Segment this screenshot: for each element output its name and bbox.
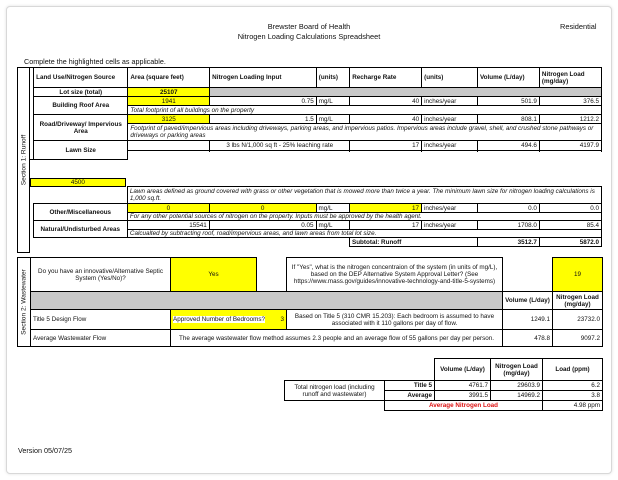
header-land-use: Land Use/Nitrogen Source bbox=[34, 68, 128, 88]
road-note: Footprint of paved/impervious areas including driveways, parking areas, and impervious patios. Impervious areas include gravel, shell, and crushed stone pathways or driveways or parking areas bbox=[128, 124, 602, 141]
alt-system-question: Do you have an innovative/Alternative Septic System (Yes/No)? bbox=[31, 258, 171, 292]
lawn-area-blank bbox=[128, 141, 210, 151]
road-loading: 1.5 bbox=[210, 115, 317, 124]
other-recharge-input[interactable]: 17 bbox=[350, 204, 422, 213]
other-unit: mg/L bbox=[316, 204, 350, 213]
road-recharge: 40 bbox=[350, 115, 422, 124]
totals-title5-volume: 4761.7 bbox=[435, 381, 491, 391]
totals-average-load: 3.8 bbox=[543, 391, 603, 401]
lot-size-filler bbox=[210, 88, 602, 97]
lawn-note: Lawn areas defined as ground covered with grass or other vegetation that is mowed more than twice a year. The minimum lawn size for nitrogen loading calculations is 1,000 sq.ft. bbox=[127, 187, 601, 204]
natural-unit: mg/L bbox=[316, 221, 350, 230]
lawn-label: Lawn Size bbox=[34, 141, 128, 160]
natural-recharge-unit: inches/year bbox=[421, 221, 477, 230]
header-line2: Nitrogen Loading Calculations Spreadsheet bbox=[237, 32, 381, 41]
bedrooms-value: 3 bbox=[280, 316, 284, 323]
other-label: Other/Miscellaneous bbox=[33, 204, 127, 221]
natural-recharge: 17 bbox=[350, 221, 422, 230]
title5-label: Title 5 Design Flow bbox=[31, 310, 171, 330]
concentration-question: If "Yes", what is the nitrogen concentraion of the system (in units of mg/L), based on the DEP Alternative System Approval Letter? (See https://www.mass.gov/guides/innovative-technology-and-title-5-systems) bbox=[287, 258, 503, 292]
other-area-input[interactable]: 0 bbox=[127, 204, 209, 213]
wastewater-table bbox=[17, 257, 603, 347]
roof-loading: 0.75 bbox=[210, 97, 317, 106]
totals-average-volume: 3991.5 bbox=[435, 391, 491, 401]
roof-unit: mg/L bbox=[316, 97, 349, 106]
bedrooms-label: Approved Number of Bedrooms? bbox=[173, 316, 266, 323]
section2-sidebar bbox=[18, 258, 31, 347]
natural-loading: 0.05 bbox=[209, 221, 316, 230]
subtotal-volume: 3512.7 bbox=[477, 238, 539, 247]
lot-size-input[interactable]: 25107 bbox=[128, 88, 210, 97]
average-nload: 9097.2 bbox=[553, 330, 603, 347]
average-volume: 478.8 bbox=[503, 330, 553, 347]
other-nload: 0.0 bbox=[539, 204, 601, 213]
section1-sidebar bbox=[17, 67, 30, 253]
totals-title5-load: 6.2 bbox=[543, 381, 603, 391]
title5-volume: 1249.1 bbox=[503, 310, 553, 330]
other-loading-input[interactable]: 0 bbox=[209, 204, 316, 213]
roof-note: Total footprint of all buildings on the property bbox=[128, 106, 602, 115]
other-volume: 0.0 bbox=[477, 204, 539, 213]
natural-note: Calcualted by subtracting roof, road/impervious areas, and lawn areas from total lot size. bbox=[127, 230, 601, 238]
roof-nload: 376.5 bbox=[539, 97, 601, 106]
lawn-recharge-unit: inches/year bbox=[422, 141, 478, 151]
totals-average-label: Average bbox=[385, 391, 435, 401]
roof-area-input[interactable]: 1941 bbox=[128, 97, 210, 106]
alt-system-answer[interactable]: Yes bbox=[171, 258, 257, 292]
title5-nload: 23732.0 bbox=[553, 310, 603, 330]
roof-label: Building Roof Area bbox=[34, 97, 128, 115]
header-volume: Volume (L/day) bbox=[477, 68, 539, 88]
subtotal-label: Subtotal: Runoff bbox=[350, 238, 478, 247]
header-units2: (units) bbox=[422, 68, 478, 88]
totals-average-nload: 14969.2 bbox=[491, 391, 543, 401]
ww-volume-header: Volume (L/day) bbox=[503, 292, 553, 310]
instructions: Complete the highlighted cells as applicable. bbox=[24, 57, 166, 66]
lawn-volume: 494.6 bbox=[477, 141, 539, 151]
title5-note: Based on Title 5 (310 CMR 15.203): Each bedroom is assumed to have associated with it 110 gallons per day of flow. bbox=[287, 310, 503, 330]
lawn-nload: 4197.9 bbox=[539, 141, 601, 151]
section2-label: Section 2: Wastewater bbox=[20, 269, 28, 335]
lawn-loading: 3 lbs N/1,000 sq ft - 25% leaching rate bbox=[210, 141, 350, 151]
road-area-input[interactable]: 3125 bbox=[128, 115, 210, 124]
version-label: Version 05/07/25 bbox=[18, 446, 72, 455]
natural-area: 15541 bbox=[127, 221, 209, 230]
section1-label-text: Section 1: Runoff bbox=[20, 134, 27, 186]
other-recharge-unit: inches/year bbox=[421, 204, 477, 213]
totals-table bbox=[284, 358, 603, 411]
header-line1: Brewster Board of Health bbox=[267, 22, 351, 31]
property-type: Residential bbox=[560, 22, 597, 31]
wastewater-gray-band bbox=[31, 292, 503, 310]
totals-nload-header: Nitrogen Load (mg/day) bbox=[491, 359, 543, 381]
roof-volume: 501.9 bbox=[477, 97, 539, 106]
road-recharge-unit: inches/year bbox=[422, 115, 478, 124]
lawn-area-input[interactable]: 4500 bbox=[31, 179, 126, 187]
totals-title5-nload: 29603.9 bbox=[491, 381, 543, 391]
header-loading: Nitrogen Loading Input bbox=[210, 68, 317, 88]
natural-label: Natural/Undisturbed Areas bbox=[33, 221, 127, 238]
roof-recharge: 40 bbox=[350, 97, 422, 106]
road-volume: 808.1 bbox=[477, 115, 539, 124]
avg-nitrogen-value: 4.98 ppm bbox=[543, 401, 603, 411]
header-recharge: Recharge Rate bbox=[350, 68, 422, 88]
runoff-table bbox=[17, 67, 602, 160]
lot-size-label: Lot size (total) bbox=[34, 88, 128, 97]
road-unit: mg/L bbox=[316, 115, 349, 124]
header-nload: Nitrogen Load (mg/day) bbox=[539, 68, 601, 88]
header-area: Area (square feet) bbox=[128, 68, 210, 88]
ww-nload-header: Nitrogen Load (mg/day) bbox=[553, 292, 603, 310]
road-label: Road/Driveway/ Impervious Area bbox=[34, 115, 128, 141]
concentration-input[interactable]: 19 bbox=[553, 258, 603, 292]
average-flow-note: The average wastewater flow method assumes 2.3 people and an average flow of 55 gallons per day per person. bbox=[171, 330, 503, 347]
subtotal-nload: 5872.0 bbox=[539, 238, 601, 247]
bedrooms-input[interactable] bbox=[171, 310, 287, 330]
other-note: For any other potential sources of nitrogen on the property. Inputs must be approved by the health agent. bbox=[127, 213, 601, 221]
natural-volume: 1708.0 bbox=[477, 221, 539, 230]
totals-title5-label: Title 5 bbox=[385, 381, 435, 391]
average-flow-label: Average Wastewater Flow bbox=[31, 330, 171, 347]
totals-load-header: Load (ppm) bbox=[543, 359, 603, 381]
road-nload: 1212.2 bbox=[539, 115, 601, 124]
avg-nitrogen-label: Average Nitrogen Load bbox=[385, 401, 543, 411]
lawn-recharge: 17 bbox=[350, 141, 422, 151]
natural-nload: 85.4 bbox=[539, 221, 601, 230]
runoff-table-bottom bbox=[17, 186, 602, 247]
totals-volume-header: Volume (L/day) bbox=[435, 359, 491, 381]
roof-recharge-unit: inches/year bbox=[422, 97, 478, 106]
header-units1: (units) bbox=[316, 68, 349, 88]
total-nitrogen-label: Total nitrogen load (including runoff and wastewater) bbox=[285, 381, 385, 401]
